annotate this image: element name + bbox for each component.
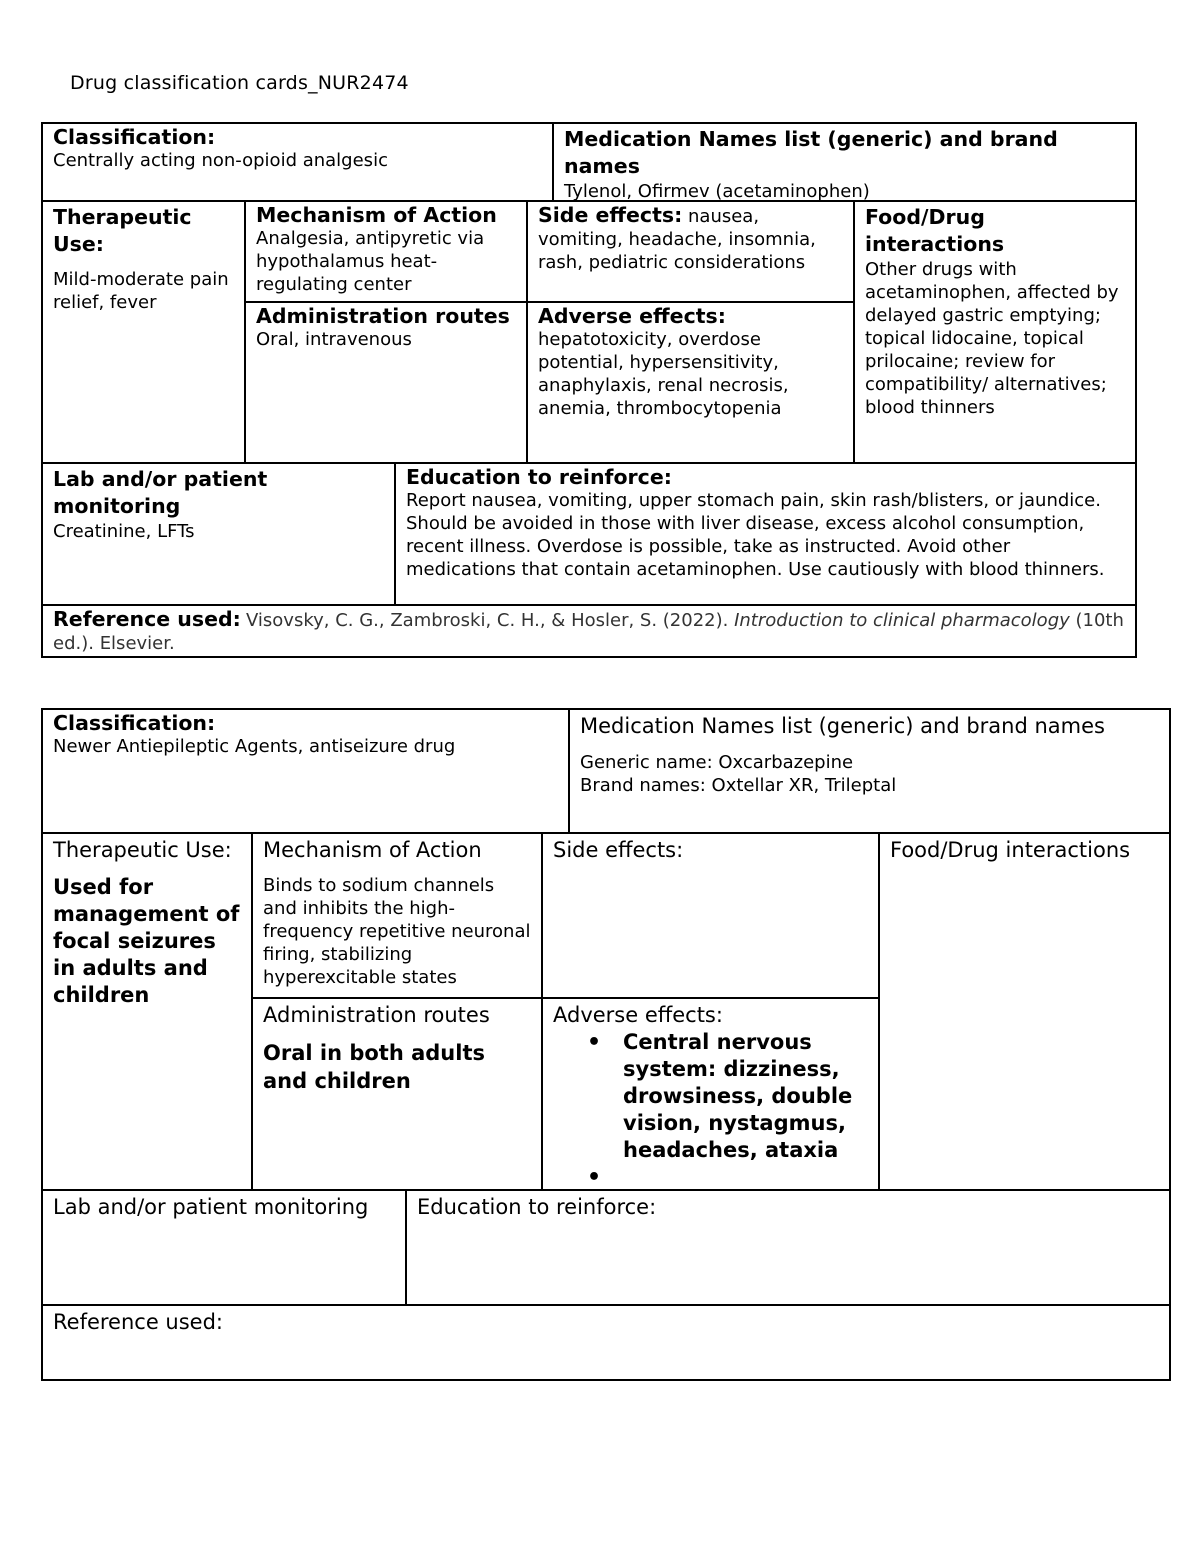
administration-routes-value: Oral, intravenous — [256, 329, 412, 350]
reference-cell — [41, 1304, 1171, 1381]
education-cell — [394, 462, 1137, 606]
reference-cell — [41, 604, 1137, 658]
mechanism-label: Mechanism of Action — [256, 203, 497, 227]
administration-routes-label: Administration routes — [263, 1003, 490, 1027]
classification-label: Classification: — [53, 711, 216, 735]
adverse-effects-value: hepatotoxicity, overdose potential, hypersensitivity, anaphylaxis, renal necrosis, anemia, thrombocytopenia — [538, 329, 789, 419]
medication-names-cell — [568, 708, 1171, 834]
therapeutic-use-label: Therapeutic Use: — [53, 838, 232, 862]
administration-routes-value: Oral in both adults and children — [263, 1041, 485, 1093]
reference-book-title: Introduction to clinical pharmacology — [734, 610, 1070, 631]
education-label: Education to reinforce: — [417, 1195, 657, 1219]
adverse-effects-label: Adverse effects: — [553, 1003, 723, 1027]
food-drug-interactions-cell — [878, 832, 1171, 1191]
mechanism-value: Analgesia, antipyretic via hypothalamus heat-regulating center — [256, 228, 485, 295]
reference-edition: (10th ed.). Elsevier. — [53, 610, 1124, 654]
adverse-effect-item: • Central nervous system: dizziness, drowsiness, double vision, nystagmus, headaches, ataxia — [623, 1029, 868, 1164]
mechanism-cell — [244, 200, 528, 303]
lab-monitoring-value: Creatinine, LFTs — [53, 521, 195, 542]
mechanism-value: Binds to sodium channels and inhibits the high-frequency repetitive neuronal firing, stabilizing hyperexcitable states — [263, 875, 531, 988]
adverse-effect-item-empty — [623, 1164, 868, 1191]
education-label: Education to reinforce: — [406, 465, 672, 489]
classification-value: Centrally acting non-opioid analgesic — [53, 150, 388, 171]
lab-monitoring-cell — [41, 462, 396, 606]
food-drug-interactions-label: Food/Drug interactions — [865, 205, 1005, 256]
side-effects-cell — [541, 832, 880, 999]
classification-cell — [41, 122, 554, 202]
medication-names-value: Tylenol, Ofirmev (acetaminophen) — [564, 181, 870, 202]
adverse-effects-cell — [526, 301, 855, 464]
mechanism-label: Mechanism of Action — [263, 838, 482, 862]
lab-monitoring-cell — [41, 1189, 407, 1306]
reference-label: Reference used: — [53, 1310, 223, 1334]
medication-names-label: Medication Names list (generic) and brand names — [564, 127, 1058, 178]
food-drug-interactions-cell — [853, 200, 1137, 464]
adverse-effects-cell — [541, 997, 880, 1191]
lab-monitoring-label: Lab and/or patient monitoring — [53, 467, 268, 518]
administration-routes-cell — [244, 301, 528, 464]
brand-names-value: Brand names: Oxtellar XR, Trileptal — [580, 775, 897, 796]
classification-label: Classification: — [53, 125, 216, 149]
side-effects-cell — [526, 200, 855, 303]
reference-label: Reference used: — [53, 607, 241, 631]
adverse-effects-label: Adverse effects: — [538, 304, 726, 328]
therapeutic-use-value: Mild-moderate pain relief, fever — [53, 269, 229, 313]
medication-names-label: Medication Names list (generic) and brand names — [580, 714, 1105, 738]
document-title: Drug classification cards_NUR2474 — [70, 72, 409, 94]
reference-authors: Visovsky, C. G., Zambroski, C. H., & Hosler, S. (2022). — [245, 610, 735, 631]
food-drug-interactions-value: Other drugs with acetaminophen, affected by delayed gastric emptying; topical lidocaine, topical prilocaine; review for compatibility/ alternatives; blood thinners — [865, 259, 1119, 418]
education-value: Report nausea, vomiting, upper stomach pain, skin rash/blisters, or jaundice. Should be avoided in those with liver disease, excess alcohol consumption, recent illness. Overdose is possible, take as instructed. Avoid other medications that contain acetaminophen. Use cautiously with blood thinners. — [406, 490, 1105, 580]
lab-monitoring-label: Lab and/or patient monitoring — [53, 1195, 369, 1219]
side-effects-label: Side effects: — [553, 838, 684, 862]
classification-cell — [41, 708, 570, 834]
medication-names-cell — [552, 122, 1137, 202]
adverse-effects-list — [553, 1029, 868, 1191]
therapeutic-use-label: Therapeutic Use: — [53, 205, 192, 256]
classification-value: Newer Antiepileptic Agents, antiseizure drug — [53, 736, 456, 757]
therapeutic-use-value: Used for management of focal seizures in adults and children — [53, 875, 240, 1007]
generic-name-value: Generic name: Oxcarbazepine — [580, 752, 854, 773]
mechanism-cell — [251, 832, 543, 999]
therapeutic-use-cell — [41, 832, 253, 1191]
education-cell — [405, 1189, 1171, 1306]
therapeutic-use-cell — [41, 200, 246, 464]
administration-routes-cell — [251, 997, 543, 1191]
side-effects-label: Side effects: — [538, 203, 683, 227]
food-drug-interactions-label: Food/Drug interactions — [890, 838, 1131, 862]
administration-routes-label: Administration routes — [256, 304, 510, 328]
side-effects-value: nausea, vomiting, headache, insomnia, rash, pediatric considerations — [538, 206, 816, 273]
